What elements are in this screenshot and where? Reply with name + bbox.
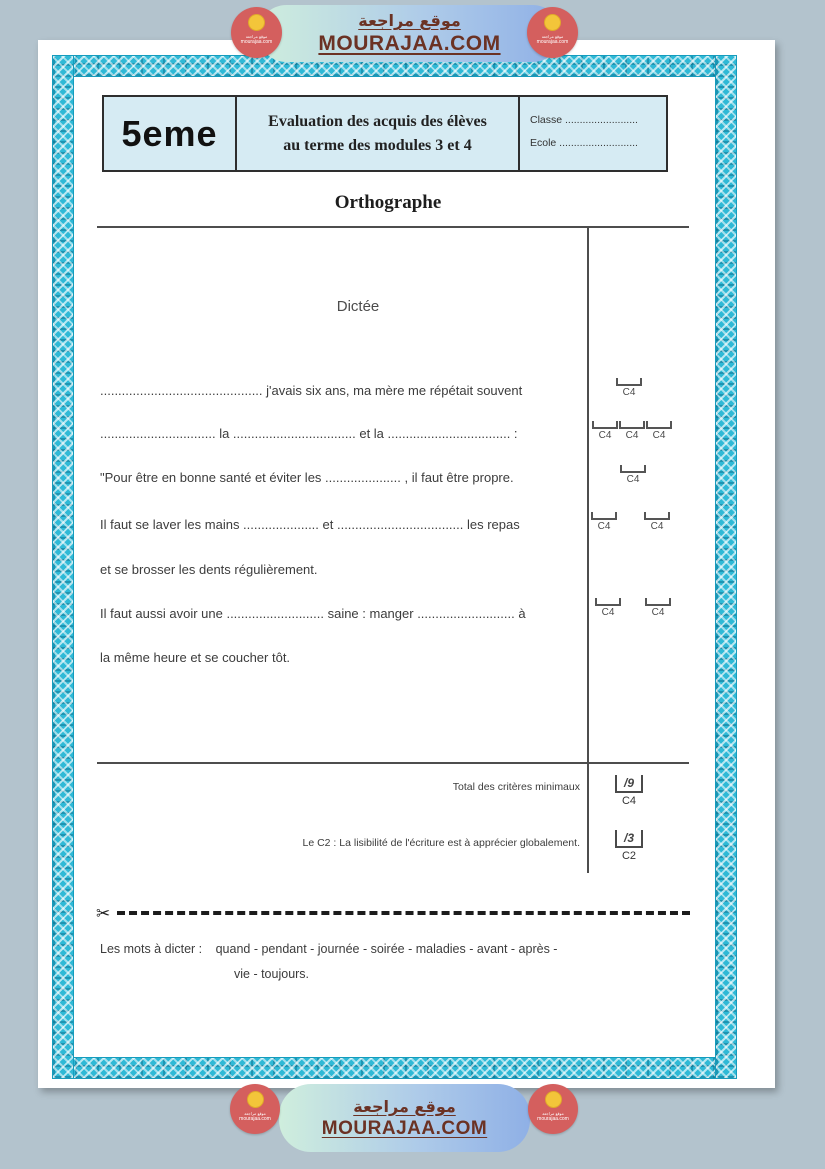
badge-site-text: mourajaa.com — [536, 39, 569, 45]
c4-total-score: /9 — [615, 775, 643, 793]
criterion-label: C4 — [621, 795, 637, 807]
total-minimal-criteria-label: Total des critères minimaux — [452, 781, 580, 793]
c2-note: Le C2 : La lisibilité de l'écriture est à apprécier globalement. — [302, 837, 580, 849]
grade-level: 5eme — [104, 97, 237, 170]
dictation-line: Il faut se laver les mains ..................... et ................................... les repas — [100, 517, 520, 532]
criterion-label: C4 — [598, 430, 612, 441]
top-banner-site-name: MOURAJAA.COM — [318, 32, 501, 55]
dictation-line: ............................................. j'avais six ans, ma mère me répétait souvent — [100, 383, 523, 398]
score-bracket — [620, 465, 646, 473]
bottom-banner-site-name: MOURAJAA.COM — [321, 1117, 488, 1139]
words-to-dictate-label: Les mots à dicter : — [100, 942, 203, 956]
score-bracket — [619, 421, 645, 429]
bottom-left-logo-badge — [230, 1084, 280, 1134]
badge-arabic-text: موقع مراجعة — [244, 1111, 266, 1116]
dictation-line: et se brosser les dents régulièrement. — [100, 562, 318, 577]
frame-border-bottom — [52, 1057, 737, 1079]
badge-site-text: mourajaa.com — [537, 1116, 569, 1122]
words-to-dictate-line2: vie - toujours. — [234, 967, 310, 981]
bottom-banner-pill — [279, 1084, 530, 1152]
c4-total-scorebox — [615, 775, 643, 807]
score-bracket — [616, 378, 642, 386]
badge-sun-icon — [544, 14, 561, 31]
score-bracket — [592, 421, 618, 429]
badge-site-text: mourajaa.com — [239, 1116, 271, 1122]
c4-mark — [592, 421, 618, 441]
badge-site-text: mourajaa.com — [240, 39, 273, 45]
criterion-label: C4 — [601, 607, 615, 618]
exercise-label: Dictée — [336, 298, 380, 315]
badge-sun-icon — [248, 14, 265, 31]
section-title: Orthographe — [334, 192, 442, 213]
scissors-icon: ✂ — [96, 904, 111, 923]
score-bracket — [595, 598, 621, 606]
evaluation-title-line2: au terme des modules 3 et 4 — [283, 136, 472, 154]
c4-mark — [620, 465, 646, 485]
totals-rule — [97, 762, 689, 764]
score-bracket — [591, 512, 617, 520]
dictation-line: "Pour être en bonne santé et éviter les ..................... , il faut être propre. — [100, 470, 514, 485]
score-bracket — [645, 598, 671, 606]
classe-field: Classe ......................... — [530, 114, 638, 126]
top-banner-arabic-title: موقع مراجعة — [358, 11, 461, 30]
header-table — [102, 95, 668, 172]
top-right-logo-badge — [527, 7, 578, 58]
evaluation-title-line1: Evaluation des acquis des élèves — [268, 113, 487, 131]
c2-total-score: /3 — [615, 830, 643, 848]
badge-sun-icon — [247, 1091, 264, 1108]
criterion-label: C4 — [622, 387, 636, 398]
worksheet-page — [38, 40, 775, 1088]
dictation-line: ................................ la .................................. et la .................................. : — [100, 426, 518, 441]
c4-mark — [644, 512, 670, 532]
cut-dashed-line — [117, 911, 690, 915]
badge-arabic-text: موقع مراجعة — [542, 1111, 564, 1116]
criterion-label: C4 — [597, 521, 611, 532]
dictation-line: la même heure et se coucher tôt. — [100, 650, 291, 665]
c4-mark — [595, 598, 621, 618]
c4-mark — [646, 421, 672, 441]
bottom-right-logo-badge — [528, 1084, 578, 1134]
dictation-line: Il faut aussi avoir une ........................... saine : manger ........................... à — [100, 606, 526, 621]
badge-arabic-text: موقع مراجعة — [245, 34, 268, 39]
evaluation-title — [237, 97, 520, 170]
badge-sun-icon — [545, 1091, 562, 1108]
c2-total-scorebox — [615, 830, 643, 862]
words-to-dictate-line1: quand - pendant - journée - soirée - maladies - avant - après - — [215, 942, 558, 956]
criterion-label: C4 — [652, 430, 666, 441]
ecole-field: Ecole ........................... — [530, 137, 638, 150]
top-rule — [97, 226, 689, 228]
criterion-label: C4 — [626, 474, 640, 485]
score-column-divider — [587, 226, 589, 873]
bottom-banner-arabic-title: موقع مراجعة — [353, 1096, 456, 1116]
frame-border-right — [715, 55, 737, 1079]
badge-arabic-text: موقع مراجعة — [541, 34, 564, 39]
score-bracket — [644, 512, 670, 520]
top-banner-pill — [258, 5, 561, 62]
score-bracket — [646, 421, 672, 429]
c4-mark — [619, 421, 645, 441]
words-to-dictate-row1 — [100, 942, 680, 956]
criterion-label: C4 — [651, 607, 665, 618]
c4-mark — [591, 512, 617, 532]
class-school-box — [520, 97, 666, 170]
c4-mark — [645, 598, 671, 618]
top-left-logo-badge — [231, 7, 282, 58]
criterion-label: C2 — [621, 850, 637, 862]
criterion-label: C4 — [625, 430, 639, 441]
c4-mark — [616, 378, 642, 398]
criterion-label: C4 — [650, 521, 664, 532]
